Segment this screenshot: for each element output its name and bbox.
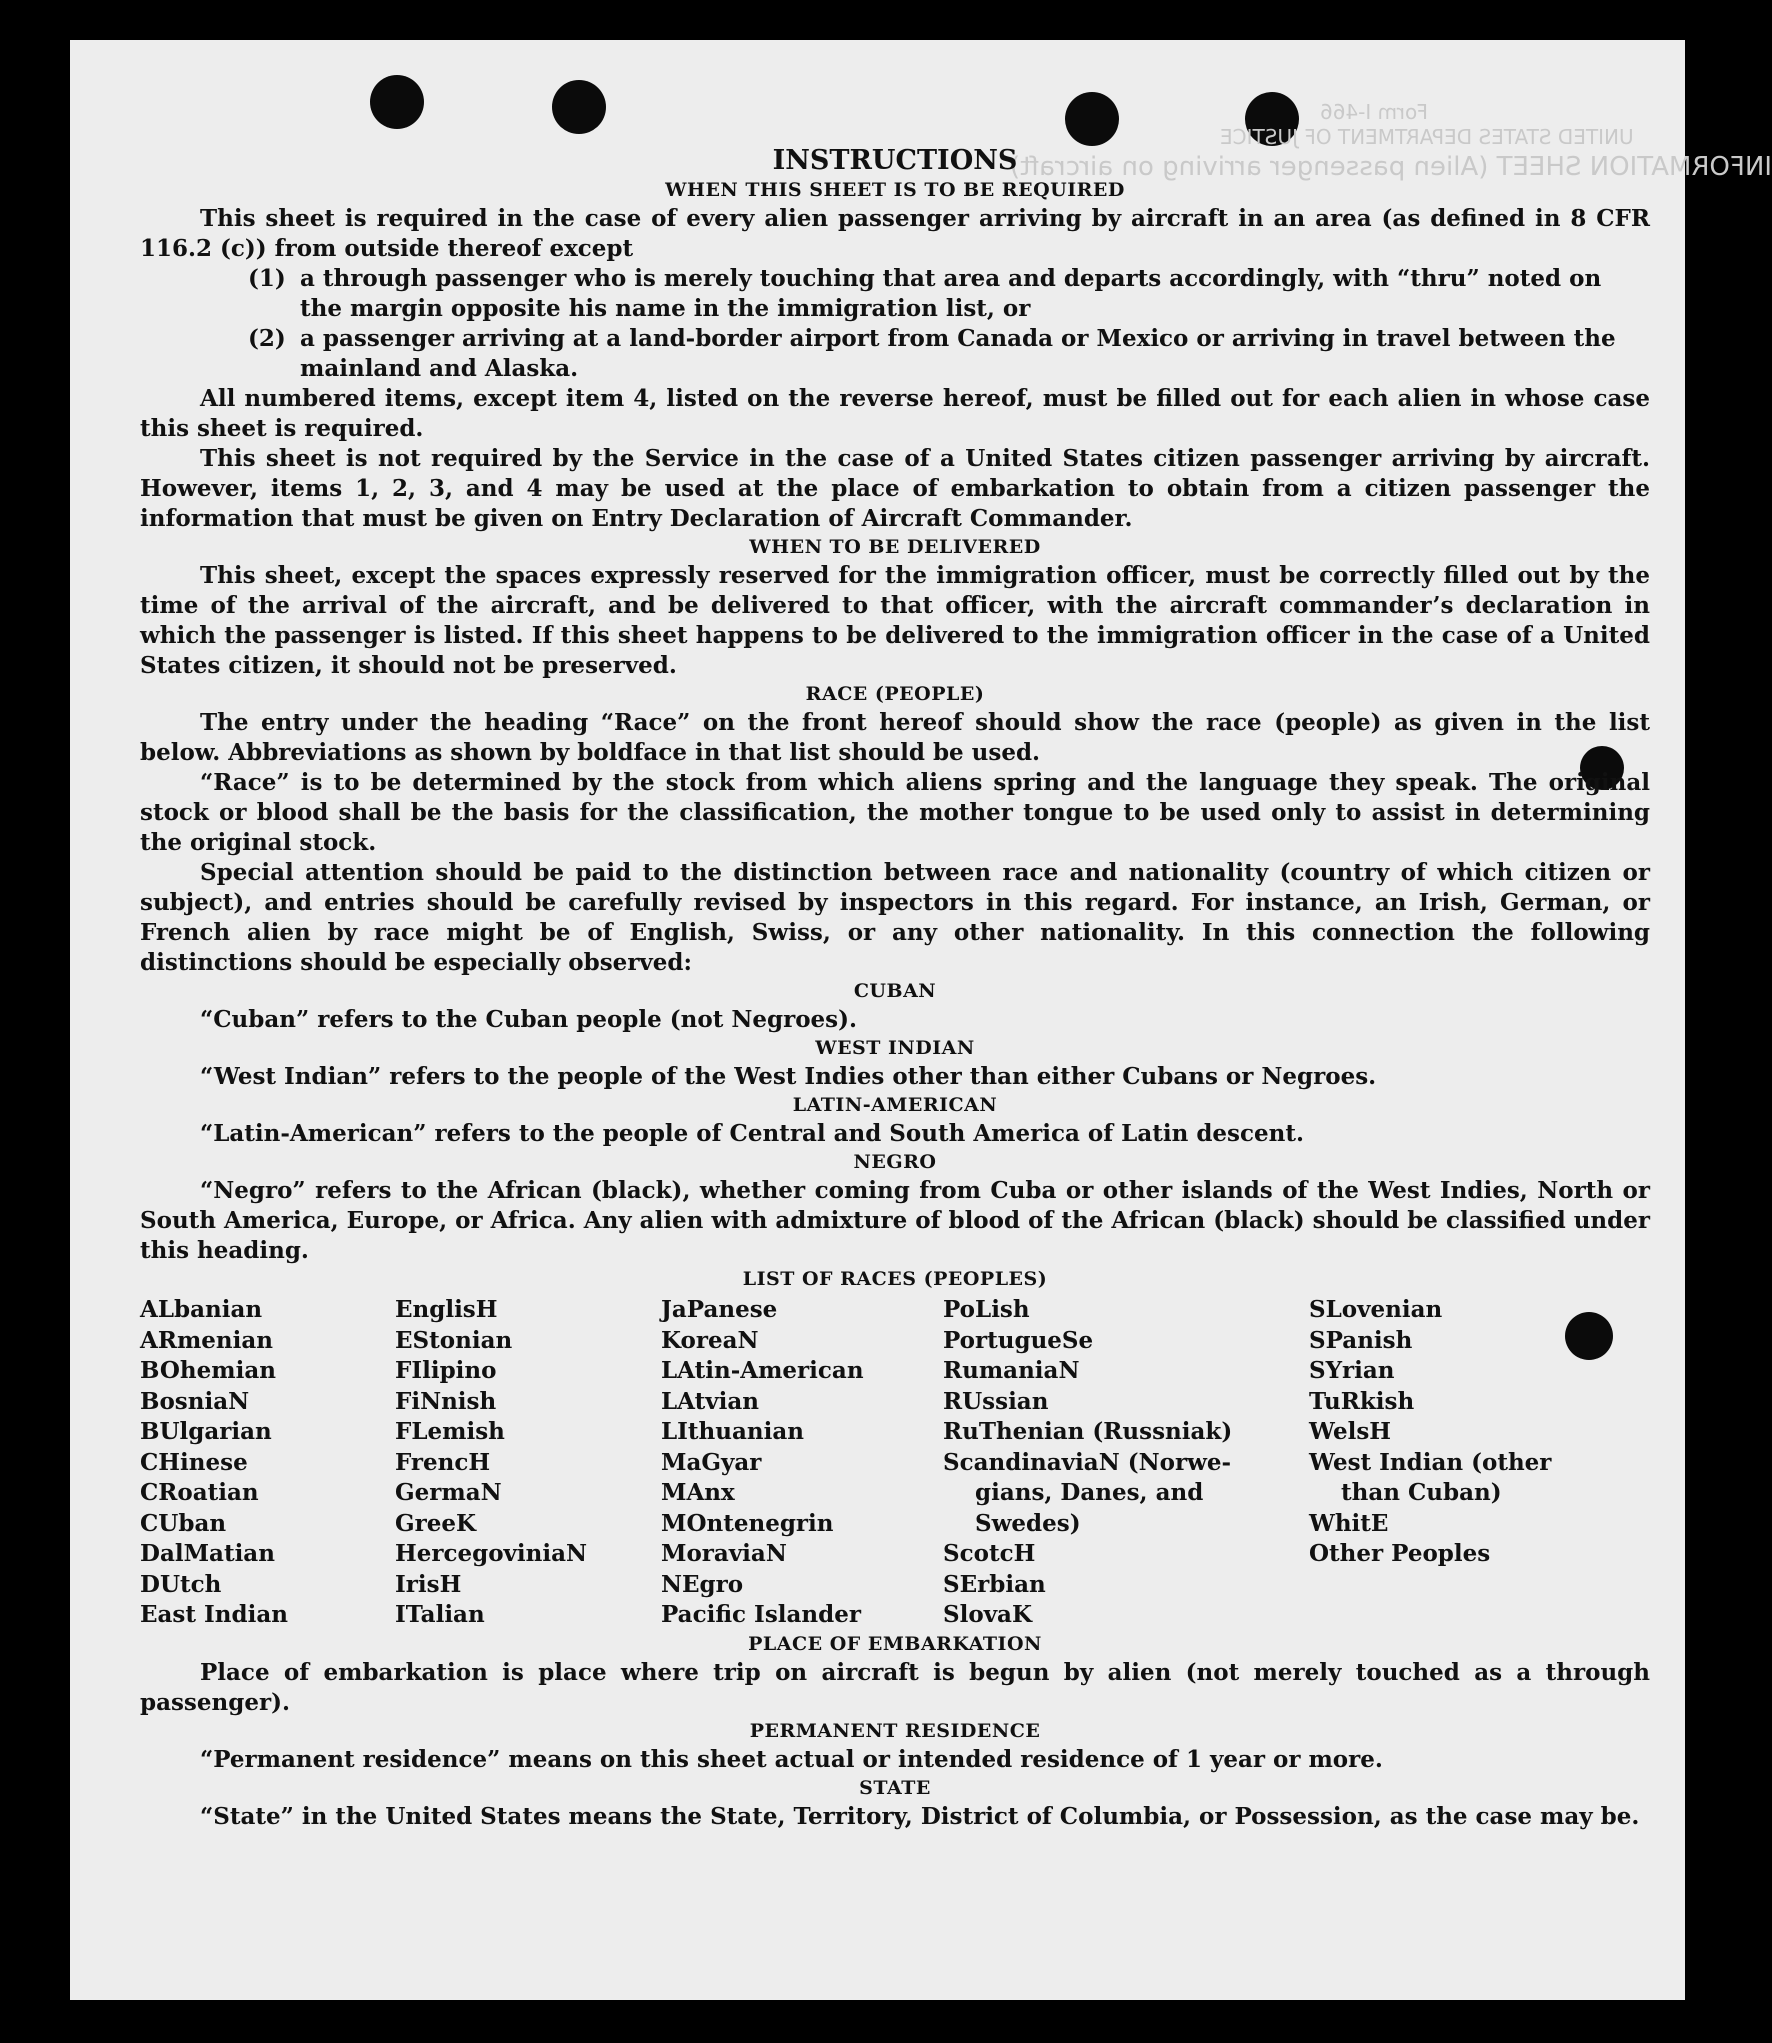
race-item: MAnx xyxy=(661,1479,735,1506)
race-item: ITalian xyxy=(395,1601,485,1628)
section-heading: LATIN-AMERICAN xyxy=(792,1094,998,1116)
race-item: ScotcH xyxy=(943,1540,1036,1567)
paragraph: Special attention should be paid to the distinction between race and nationality (country of which citizen or subject), and entries should be carefully revised by inspectors in this regard. For instance, an Irish, German, or French alien by race might be of English, Swiss, or any other nationality. In this connection the following distinctions should be especially observed: xyxy=(140,859,1650,976)
race-item: Other Peoples xyxy=(1309,1540,1491,1567)
race-item: RumaniaN xyxy=(943,1357,1080,1384)
race-column xyxy=(661,1295,943,1631)
race-item: BOhemian xyxy=(140,1357,276,1384)
race-item: TuRkish xyxy=(1309,1387,1415,1415)
bleed-through-agency: UNITED STATES DEPARTMENT OF JUSTICE xyxy=(1220,125,1634,149)
section-heading: PERMANENT RESIDENCE xyxy=(749,1719,1041,1742)
race-list xyxy=(140,1295,1650,1631)
race-item: than Cuban) xyxy=(1341,1479,1502,1506)
bleed-through-title: INFORMATION SHEET (Alien passenger arriving on aircraft) xyxy=(1010,152,1772,182)
race-item: Swedes) xyxy=(975,1509,1081,1537)
race-item: WelsH xyxy=(1309,1418,1392,1445)
race-item: RuThenian (Russniak) xyxy=(943,1418,1233,1445)
paragraph: This sheet is not required by the Service in the case of a United States citizen passenger arriving by aircraft. However, items 1, 2, 3, and 4 may be used at the place of embarkation to obtain from a citizen passenger the information that must be given on Entry Declaration of Aircraft Commander. xyxy=(140,445,1650,532)
race-item: ALbanian xyxy=(140,1296,263,1323)
section-heading: LIST OF RACES (PEOPLES) xyxy=(742,1268,1048,1290)
race-item: LAtin-American xyxy=(661,1357,864,1384)
race-item: JaPanese xyxy=(661,1296,778,1323)
instructions-body xyxy=(140,145,1650,1832)
race-item: ARmenian xyxy=(140,1326,274,1354)
race-item: SlovaK xyxy=(943,1601,1032,1628)
race-item: IrisH xyxy=(395,1570,462,1598)
race-item: LAtvian xyxy=(661,1387,759,1415)
bleed-through-form-no: Form I-466 xyxy=(1320,100,1429,124)
race-item: ScandinaviaN (Norwe- xyxy=(943,1448,1232,1476)
race-item: PoLish xyxy=(943,1296,1030,1323)
paragraph: This sheet is required in the case of every alien passenger arriving by aircraft in an area (as defined in 8 CFR 116.2 (c)) from outside thereof except xyxy=(140,205,1650,262)
race-item: FLemish xyxy=(395,1418,505,1445)
race-column xyxy=(1309,1295,1589,1631)
race-item: SLovenian xyxy=(1309,1296,1443,1323)
race-item: MOntenegrin xyxy=(661,1509,834,1537)
race-item: HercegoviniaN xyxy=(395,1540,588,1567)
document-page xyxy=(70,40,1772,2000)
race-item: CRoatian xyxy=(140,1479,259,1506)
paragraph: This sheet, except the spaces expressly reserved for the immigration officer, must be correctly filled out by the time of the arrival of the aircraft, and be delivered to that officer, with the aircraft commander’s declaration in which the passenger is listed. If this sheet happens to be delivered to the immigration officer in the case of a United States citizen, it should not be preserved. xyxy=(140,562,1650,679)
race-column xyxy=(943,1295,1309,1631)
paragraph: Place of embarkation is place where trip on aircraft is begun by alien (not merely touched as a through passenger). xyxy=(140,1658,1650,1716)
paragraph: “Race” is to be determined by the stock from which aliens spring and the language they speak. The original stock or blood shall be the basis for the classification, the mother tongue to be used only to assist in determining the original stock. xyxy=(140,769,1650,856)
race-item: RUssian xyxy=(943,1387,1049,1415)
race-item: FiNnish xyxy=(395,1387,497,1415)
paragraph: The entry under the heading “Race” on the front hereof should show the race (people) as given in the list below. Abbreviations as shown by boldface in that list should be used. xyxy=(140,709,1650,766)
paragraph: All numbered items, except item 4, listed on the reverse hereof, must be filled out for each alien in whose case this sheet is required. xyxy=(140,385,1650,442)
race-column xyxy=(395,1295,661,1631)
race-item: EnglisH xyxy=(395,1296,498,1323)
race-item: PortugueSe xyxy=(943,1326,1094,1354)
race-item: SPanish xyxy=(1309,1326,1413,1354)
paragraph: “State” in the United States means the State, Territory, District of Columbia, or Possession, as the case may be. xyxy=(200,1802,1640,1830)
punch-hole xyxy=(552,80,606,134)
race-item: NEgro xyxy=(661,1570,744,1598)
race-item: WhitE xyxy=(1309,1509,1389,1537)
paragraph: “Permanent residence” means on this sheet actual or intended residence of 1 year or more. xyxy=(200,1745,1383,1773)
race-item: SYrian xyxy=(1309,1357,1395,1384)
race-item: GreeK xyxy=(395,1509,477,1537)
section-heading: STATE xyxy=(859,1776,931,1799)
paragraph: “Negro” refers to the African (black), whether coming from Cuba or other islands of the West Indies, North or South America, Europe, or Africa. Any alien with admixture of blood of the African (black) should be classified under this heading. xyxy=(140,1177,1650,1264)
list-item: (1) a through passenger who is merely touching that area and departs accordingly, with “thru” noted on the margin opposite his name in the immigration list, or xyxy=(248,265,1602,322)
race-item: FIlipino xyxy=(395,1357,497,1384)
section-heading: WHEN TO BE DELIVERED xyxy=(749,536,1041,558)
race-item: West Indian (other xyxy=(1309,1448,1552,1476)
paragraph: “Latin-American” refers to the people of Central and South America of Latin descent. xyxy=(200,1120,1304,1147)
race-item: Pacific Islander xyxy=(661,1601,861,1628)
race-item: DUtch xyxy=(140,1570,222,1598)
page-title: INSTRUCTIONS xyxy=(772,145,1018,176)
section-heading: WEST INDIAN xyxy=(815,1037,975,1059)
section-heading: RACE (PEOPLE) xyxy=(805,683,985,705)
race-item: BosniaN xyxy=(140,1387,250,1415)
race-item: LIthuanian xyxy=(661,1418,804,1445)
list-item: (2) a passenger arriving at a land-border airport from Canada or Mexico or arriving in travel between the mainland and Alaska. xyxy=(248,325,1616,382)
race-item: MaGyar xyxy=(661,1448,762,1476)
race-item: EStonian xyxy=(395,1326,513,1354)
race-item: BUlgarian xyxy=(140,1418,272,1445)
race-item: CUban xyxy=(140,1509,227,1537)
race-item: gians, Danes, and xyxy=(975,1479,1204,1506)
race-item: East Indian xyxy=(140,1601,288,1628)
race-item: SErbian xyxy=(943,1570,1046,1598)
race-item: GermaN xyxy=(395,1479,502,1506)
race-item: KoreaN xyxy=(661,1326,759,1354)
race-item: FrencH xyxy=(395,1448,491,1476)
punch-hole xyxy=(370,75,424,129)
paragraph: “Cuban” refers to the Cuban people (not Negroes). xyxy=(200,1006,858,1033)
section-heading: PLACE OF EMBARKATION xyxy=(748,1632,1042,1655)
section-heading: CUBAN xyxy=(853,980,937,1002)
race-column xyxy=(140,1295,395,1631)
race-item: MoraviaN xyxy=(661,1540,787,1567)
section-heading: NEGRO xyxy=(853,1151,937,1173)
paragraph: “West Indian” refers to the people of the West Indies other than either Cubans or Negroes. xyxy=(200,1063,1377,1090)
punch-hole xyxy=(1065,92,1119,146)
section-heading: WHEN THIS SHEET IS TO BE REQUIRED xyxy=(665,179,1125,201)
race-item: CHinese xyxy=(140,1448,248,1476)
race-item: DalMatian xyxy=(140,1540,275,1567)
